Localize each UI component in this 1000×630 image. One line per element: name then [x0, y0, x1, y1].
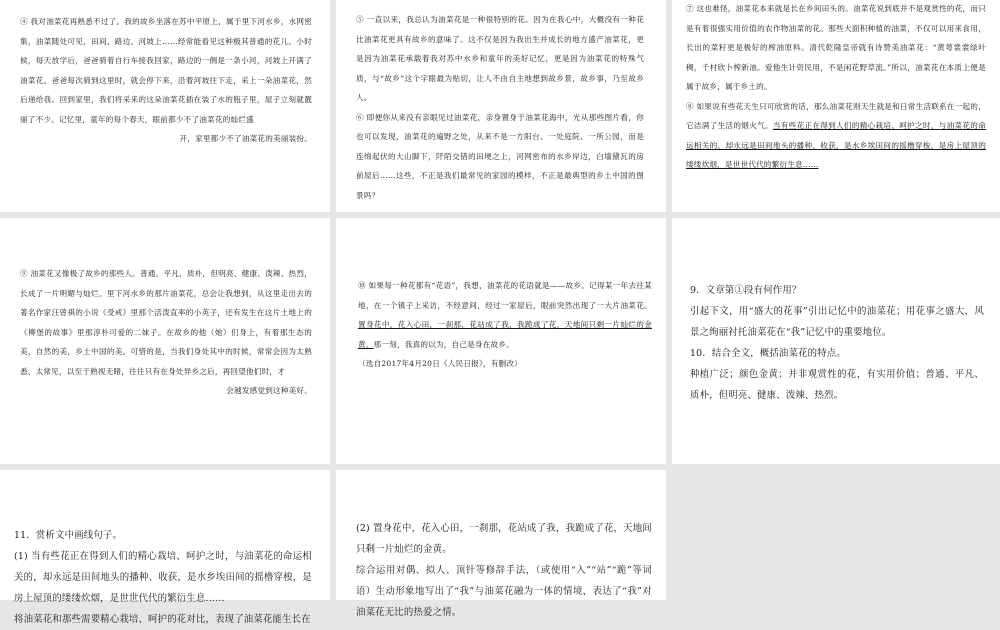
slide-2-text — [356, 10, 644, 205]
text-segment: （选自2017年4月20日《人民日报》，有删改） — [358, 359, 522, 368]
text-segment: ⑧ 如果说有些花天生只可欣赏的话，那么油菜花则天生就是和日常生活联系在一起的，它洁满了生活的烟火气。 — [686, 101, 986, 130]
text-segment: ④ 我对油菜花再熟悉不过了。我的故乡坐落在苏中平原上，属于里下河水乡，水网密集，油菜随处可见，田间、路边、河坡上……经常能看见这种极其普通的花儿。小时候，每天放学后，爸爸骑着自行车接我回家，路边的一侧是一条小河，河坡上开满了油菜花。爸爸每次骑到这里时，就会停下来，沿着河坡往下走，采上一朵油菜花，然后递给我。回到家里，我们将采来的这朵油菜花插在装了水的瓶子里，屋子立刻就靓丽了不少。记忆里，童年的每个春天，眼前都少不了油菜花的灿烂盛 — [20, 17, 312, 124]
paragraph — [356, 108, 644, 206]
text-segment: 引起下文，用“盛大的花事”引出记忆中的油菜花；用花事之盛大，风景之绚丽衬托油菜花在“我”记忆中的重要地位。 — [690, 306, 984, 338]
slide-5-text — [358, 276, 652, 374]
slide-9-empty — [672, 470, 1000, 600]
slide-6-text — [690, 280, 984, 406]
text-segment: 综合运用对偶、拟人、顶针等修辞手法，（或使用“入”“站”“跪”等词语）生动形象地写出了“我”与油菜花融为一体的情境，表达了“我”对油菜花无比的热爱之情。 — [356, 565, 652, 618]
paragraph — [690, 301, 984, 343]
slide-8 — [336, 470, 666, 618]
paragraph — [686, 0, 986, 97]
paragraph — [14, 525, 312, 546]
text-segment: 11．赏析文中画线句子。 — [14, 530, 123, 541]
paragraph — [356, 10, 644, 108]
slide-6 — [672, 218, 1000, 464]
paragraph — [358, 276, 652, 354]
slide-3 — [672, 0, 1000, 212]
paragraph — [690, 364, 984, 406]
text-segment: ⑤ 一直以来，我总认为油菜花是一种很特别的花。因为在我心中，大概没有一种花比油菜花更具有故乡的意味了。这不仅是因为我出生并成长的地方盛产油菜花，更是因为油菜花承载着我对苏中水乡和童年的美好记忆，更是因为油菜花的特殊气质，与“故乡”这个字眼最为贴切，让人不由自主地想到故乡景，故乡事，乃至故乡人。 — [356, 15, 644, 102]
text-segment: 10．结合全文，概括油菜花的特点。 — [690, 348, 846, 359]
slide-1-text — [20, 12, 312, 149]
text-segment: 9．文章第①段有何作用？ — [690, 285, 802, 296]
paragraph — [358, 354, 652, 374]
slide-4-text — [20, 264, 312, 401]
paragraph — [20, 129, 312, 149]
text-segment: 种植广泛；颜色金黄；并非观赏性的花，有实用价值；普通、平凡、质朴，但明亮、健康、泼辣、热烈。 — [690, 369, 984, 401]
text-segment: (1) 当有些花正在得到人们的精心栽培、呵护之时，与油菜花的命运相关的，却永远是田间地头的播种、收获，是水乡埃田间的摇橹穿梭，是房上屋顶的缕缕炊烟，是世世代代的繁衍生息…… — [14, 551, 312, 604]
slide-2 — [336, 0, 666, 212]
slide-7 — [0, 470, 330, 625]
slide-4 — [0, 218, 330, 464]
text-segment: ⑩ 如果每一种花都有“花语”，我想，油菜花的花语就是——故乡。记得某一年去往某地，在一个镇子上采访，不经意间，经过一家屋后，眼前突然出现了一大片油菜花。 — [358, 281, 652, 310]
slide-3-text — [686, 0, 986, 175]
paragraph — [356, 560, 652, 623]
text-segment: ⑨ 油菜花又像极了故乡的那些人。普通、平凡、质朴，但明亮、健康、泼辣、热烈，长成了一片明媚与灿烂。里下河水乡的那片油菜花，总会让我想到，从这里走出去的著名作家汪曾祺的小说《受戒》里那个活泼直率的小英子，还有发生在这片土地上的《柳堡的故事》里那淳朴可爱的二妹子。在故乡的他（她）们身上，有着那生态的美，自然的美，乡土中国的美。可惜的是，当我们身处其中的时候，常常会因为太熟悉、太常见，以至于熟视无睹，往往只有在身处异乡之后，再回望他们时，才 — [20, 269, 312, 376]
text-segment: 会越发感觉到这种美好。 — [226, 386, 312, 395]
slide-8-text — [356, 518, 652, 623]
text-segment: 那一刻，我真的以为，自己是身在故乡。 — [373, 339, 514, 349]
text-segment: 开，家里都少不了油菜花的美丽装扮。 — [179, 134, 312, 143]
text-segment: ⑥ 即便你从来没有亲眼见过油菜花，亲身置身于油菜花海中，光从那些图片看，你也可以发现，油菜花的遍野之处，从来不是一方阳台、一处庭院、一所公园，而是连绵起伏的大山脚下，阡陌交错的田埂之上，河网密布的水乡岸边，白墙黛瓦的房前屋后……这些，不正是我们最常见的家园的模样，不正是最典型的乡土中国的图景吗？ — [356, 112, 644, 200]
paragraph — [690, 280, 984, 301]
paragraph — [14, 609, 312, 630]
slide-1 — [0, 0, 330, 212]
slide-7-text — [14, 525, 312, 630]
paragraph — [14, 546, 312, 609]
text-segment: 将油菜花和那些需要精心栽培、呵护的花对比，表现了油菜花能生长在 — [14, 614, 311, 625]
underlined-sentence: 置身花中，花入心田，一刹那，花站成了我，我跪成了花，天地间只剩一片灿烂的金黄。 — [358, 320, 652, 349]
paragraph — [356, 518, 652, 560]
slide-5 — [336, 218, 666, 464]
text-segment: (2) 置身花中，花入心田，一刹那，花站成了我，我跪成了花，天地间只剩一片灿烂的金黄。 — [356, 523, 652, 555]
paragraph — [690, 343, 984, 364]
paragraph — [20, 12, 312, 129]
paragraph — [686, 97, 986, 175]
paragraph — [20, 264, 312, 381]
underlined-sentence: 当有些花正在得到人们的精心栽培、呵护之时，与油菜花的命运相关的，却永远是田间地头的播种、收获，是水乡埃田间的摇橹穿梭，是房上屋顶的缕缕炊烟，是世世代代的繁衍生息…… — [686, 121, 986, 169]
text-segment: ⑦ 这也难怪，油菜花本来就是长在乡间田头的。油菜花说到底并不是观赏性的花，而只是有着很强实用价值的农作物油菜的花。那些大面积种植的油菜，不仅可以用来食用，长出的菜籽更是极好的榨油原料。清代乾隆皇帝就有诗赞美油菜花：“黄萼裳裳绿叶稠，千村欣卜榨新油。爱他生计资民用，不是闲花野草流。”所以，油菜花在本质上便是属于故乡，属于乡土的。 — [686, 4, 986, 91]
paragraph — [20, 381, 312, 401]
